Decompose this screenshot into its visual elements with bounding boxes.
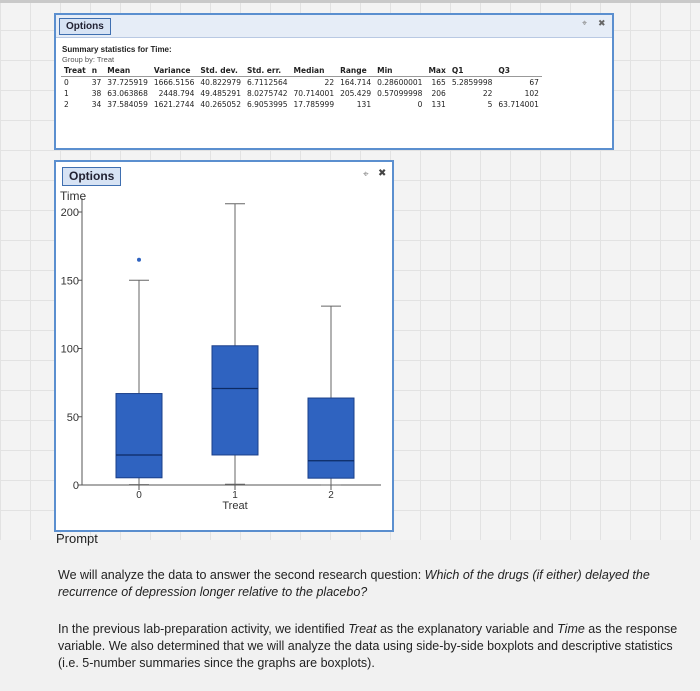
- table-cell: 67: [529, 78, 539, 87]
- boxplot-panel: [54, 160, 394, 532]
- prompt-paragraph-2: [58, 621, 678, 672]
- column-header[interactable]: Mean: [104, 65, 151, 77]
- column-header[interactable]: Q1: [449, 65, 496, 77]
- table-cell: 40.822979: [200, 78, 241, 87]
- table-cell: 5: [487, 100, 493, 109]
- table-row: [61, 88, 542, 99]
- column-header[interactable]: Min: [374, 65, 425, 77]
- table-cell: 37.584059: [107, 100, 148, 109]
- boxplot-options-button[interactable]: Options: [62, 167, 121, 186]
- column-header[interactable]: Std. dev.: [197, 65, 244, 77]
- table-cell: 1666.5156: [153, 78, 195, 87]
- y-tick-label: 50: [66, 411, 79, 424]
- prompt-paragraph-1: [58, 567, 678, 601]
- summary-panel-toolbar: [56, 15, 612, 38]
- table-cell: 1621.2744: [153, 100, 195, 109]
- table-cell: 205.429: [340, 89, 372, 98]
- para1-intro: We will analyze the data to answer the second research question:: [58, 568, 425, 582]
- table-cell: 49.485291: [200, 89, 241, 98]
- boxplot-chart: [56, 162, 392, 530]
- column-header[interactable]: Range: [337, 65, 374, 77]
- summary-group-by: Group by: Treat: [62, 55, 115, 64]
- table-row: [61, 77, 542, 89]
- table-cell: 165: [431, 78, 446, 87]
- table-row: [61, 99, 542, 110]
- boxplot-resize-icon[interactable]: ⌖: [363, 169, 369, 180]
- column-header[interactable]: Variance: [151, 65, 198, 77]
- table-cell: 0: [417, 100, 423, 109]
- para1-question: Which of the drugs (if either) delayed the recurrence of depression longer relative to the placebo?: [58, 568, 650, 599]
- x-tick-label: 1: [232, 490, 238, 501]
- summary-table: [61, 65, 542, 110]
- para2-b: as the explanatory variable and: [376, 622, 558, 636]
- table-cell: 1: [64, 89, 69, 98]
- para2-treat: Treat: [348, 622, 377, 636]
- y-tick-label: 150: [60, 275, 79, 288]
- table-cell: 0: [64, 78, 69, 87]
- table-cell: 37.725919: [107, 78, 148, 87]
- summary-table-header: [61, 65, 542, 77]
- column-header[interactable]: Q3: [495, 65, 542, 77]
- table-cell: 0.28600001: [377, 78, 423, 87]
- table-cell: 22: [324, 78, 335, 87]
- box-0: [116, 394, 162, 478]
- table-cell: 131: [356, 100, 372, 109]
- table-cell: 5.2859998: [451, 78, 493, 87]
- table-cell: 131: [431, 100, 446, 109]
- column-header[interactable]: Treat: [61, 65, 89, 77]
- table-cell: 6.7112564: [246, 78, 288, 87]
- resize-icon[interactable]: ⌖: [582, 18, 588, 28]
- table-cell: 22: [482, 89, 493, 98]
- outlier-point: [137, 258, 141, 262]
- top-border: [0, 0, 700, 3]
- table-cell: 63.714001: [498, 100, 539, 109]
- summary-title: Summary statistics for Time:: [62, 45, 172, 54]
- column-header[interactable]: Max: [425, 65, 448, 77]
- close-icon[interactable]: ✖: [598, 18, 606, 28]
- table-cell: 38: [91, 89, 102, 98]
- table-cell: 102: [524, 89, 539, 98]
- y-axis-title: Time: [60, 189, 87, 203]
- y-tick-label: 0: [72, 480, 79, 492]
- x-tick-label: 0: [136, 490, 142, 501]
- column-header[interactable]: Median: [291, 65, 338, 77]
- para2-a: In the previous lab-preparation activity, we identified: [58, 622, 349, 636]
- table-cell: 0.57099998: [377, 89, 423, 98]
- table-cell: 206: [431, 89, 446, 98]
- table-cell: 70.714001: [293, 89, 335, 98]
- column-header[interactable]: n: [89, 65, 105, 77]
- table-cell: 2: [64, 100, 69, 109]
- table-cell: 63.063868: [107, 89, 148, 98]
- prompt-label: Prompt: [56, 531, 98, 546]
- box-2: [308, 398, 354, 478]
- table-cell: 8.0275742: [246, 89, 288, 98]
- table-cell: 164.714: [340, 78, 372, 87]
- boxplot-close-icon[interactable]: ✖: [378, 168, 387, 179]
- table-cell: 37: [91, 78, 102, 87]
- table-cell: 17.785999: [293, 100, 335, 109]
- table-cell: 34: [91, 100, 102, 109]
- para2-time: Time: [557, 622, 585, 636]
- y-tick-label: 200: [60, 207, 79, 219]
- column-header[interactable]: Std. err.: [244, 65, 291, 77]
- summary-options-button[interactable]: Options: [59, 18, 111, 35]
- x-tick-label: 2: [328, 490, 334, 501]
- box-1: [212, 346, 258, 455]
- para2-c: as the response variable. We also determined that we will analyze the data using side-by-side boxplots and descriptive statistics (i.e. 5-number summaries since the graphs are boxplots).: [58, 622, 678, 670]
- x-axis-title: Treat: [222, 500, 248, 512]
- y-tick-label: 100: [60, 343, 79, 356]
- summary-stats-panel: [54, 13, 614, 150]
- summary-table-body: [61, 77, 542, 111]
- table-cell: 2448.794: [158, 89, 195, 98]
- table-cell: 40.265052: [200, 100, 241, 109]
- table-cell: 6.9053995: [246, 100, 288, 109]
